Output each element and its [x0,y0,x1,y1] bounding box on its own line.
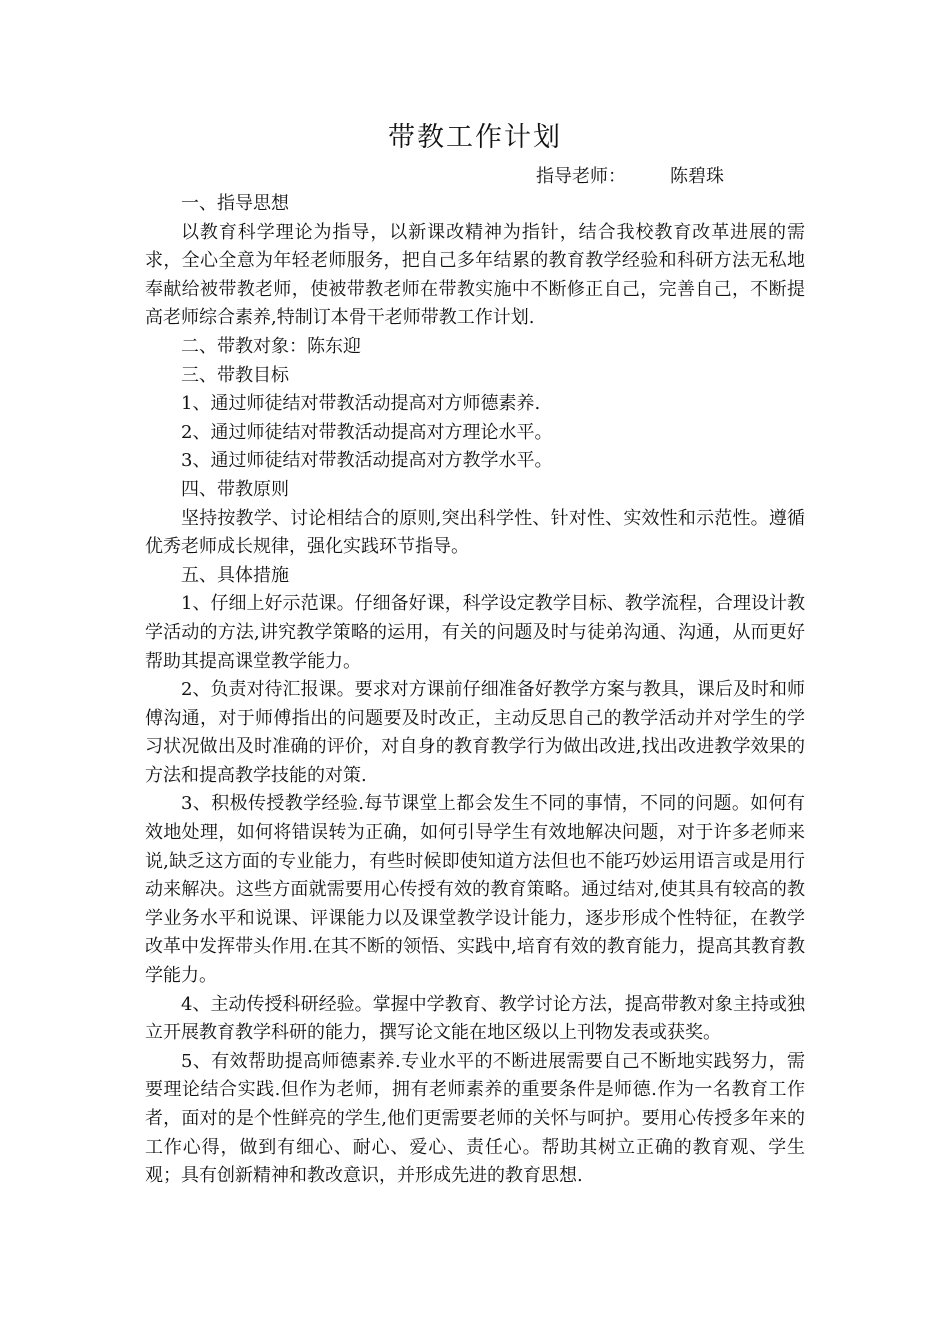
measure-item-3: 3、积极传授教学经验.每节课堂上都会发生不同的事情，不同的问题。如何有效地处理，如何将错误转为正确，如何引导学生有效地解决问题，对于许多老师来说,缺乏这方面的专业能力，有些时候即使知道方法但也不能巧妙运用语言或是用行动来解决。这些方面就需要用心传授有效的教育策略。通过结对,使其具有较高的教学业务水平和说课、评课能力以及课堂教学设计能力，逐步形成个性特征，在教学改革中发挥带头作用.在其不断的领悟、实践中,培育有效的教育能力，提高其教育教学能力。 [145,793,805,987]
section-heading-goals: 三、带教目标 [181,364,289,386]
measure-item-2: 2、负责对待汇报课。要求对方课前仔细准备好教学方案与教具，课后及时和师傅沟通，对于师傅指出的问题要及时改正，主动反思自己的教学活动并对学生的学习状况做出及时准确的评价，对自身的教育教学行为做出改进,找出改进教学效果的方法和提高教学技能的对策. [145,679,805,786]
signer-name: 陈碧珠 [670,166,724,187]
measure-item-5: 5、有效帮助提高师德素养.专业水平的不断进展需要自己不断地实践努力，需要理论结合实践.但作为老师，拥有老师素养的重要条件是师德.作为一名教育工作者，面对的是个性鲜亮的学生,他们更需要老师的关怀与呵护。要用心传授多年来的工作心得，做到有细心、耐心、爱心、责任心。帮助其树立正确的教育观、学生观；具有创新精神和教改意识，并形成先进的教育思想. [145,1050,805,1187]
measure-item-1: 1、仔细上好示范课。仔细备好课，科学设定教学目标、教学流程，合理设计教学活动的方法,讲究教学策略的运用，有关的问题及时与徒弟沟通、沟通，从而更好帮助其提高课堂教学能力。 [145,593,805,672]
goal-item-2: 2、通过师徒结对带教活动提高对方理论水平。 [181,421,553,443]
signer-line [536,162,724,192]
document-body [145,190,805,1191]
paragraph-principles: 坚持按教学、讨论相结合的原则,突出科学性、针对性、实效性和示范性。遵循优秀老师成长规律，强化实践环节指导。 [145,507,805,558]
document-title: 带教工作计划 [388,122,562,153]
goal-item-1: 1、通过师徒结对带教活动提高对方师德素养. [181,393,541,415]
section-heading-guiding-thought: 一、指导思想 [181,193,289,214]
goal-item-3: 3、通过师徒结对带教活动提高对方教学水平。 [181,450,553,472]
measure-item-4: 4、主动传授科研经验。掌握中学教育、教学讨论方法，提高带教对象主持或独立开展教育教学科研的能力，撰写论文能在地区级以上刊物发表或获奖。 [145,993,805,1044]
paragraph-guiding-thought: 以教育科学理论为指导，以新课改精神为指针，结合我校教育改革进展的需求，全心全意为年轻老师服务，把自己多年结累的教育教学经验和科研方法无私地奉献给被带教老师，使被带教老师在带教实施中不断修正自己，完善自己，不断提高老师综合素养,特制订本骨干老师带教工作计划. [145,221,805,329]
section-heading-measures: 五、具体措施 [181,564,289,586]
signer-label: 指导老师： [536,166,626,187]
section-heading-mentee: 二、带教对象：陈东迎 [181,335,361,357]
section-heading-principles: 四、带教原则 [181,478,289,500]
